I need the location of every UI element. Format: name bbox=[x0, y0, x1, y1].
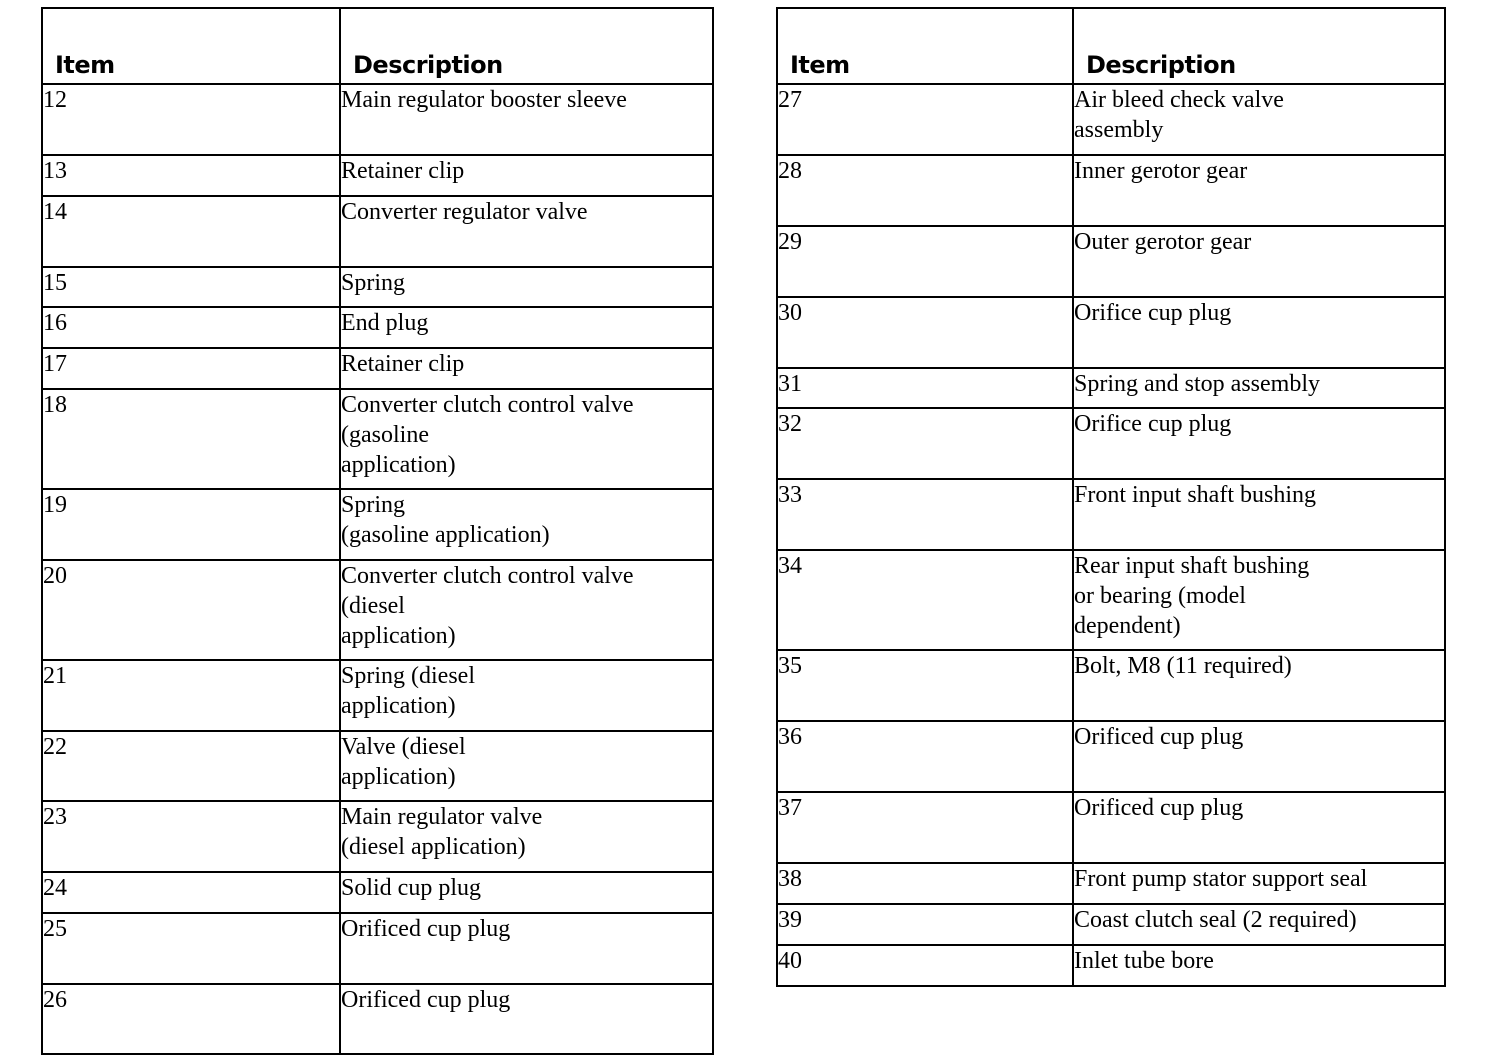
item-number: 32 bbox=[777, 408, 1073, 479]
item-number: 37 bbox=[777, 792, 1073, 863]
item-description: Spring and stop assembly bbox=[1073, 368, 1445, 408]
table-row bbox=[42, 801, 713, 872]
item-description: Orifice cup plug bbox=[1073, 297, 1445, 368]
item-description: Spring (diesel application) bbox=[340, 660, 713, 731]
item-description: Orificed cup plug bbox=[340, 913, 713, 984]
table-row bbox=[777, 84, 1445, 155]
item-description: Converter clutch control valve (diesel application) bbox=[340, 560, 713, 660]
table-row bbox=[42, 984, 713, 1054]
table-row bbox=[42, 489, 713, 560]
table-row bbox=[42, 389, 713, 489]
table-row bbox=[777, 650, 1445, 721]
item-number: 27 bbox=[777, 84, 1073, 155]
item-number: 18 bbox=[42, 389, 340, 489]
item-column-header: Item bbox=[42, 8, 340, 84]
item-description: Front pump stator support seal bbox=[1073, 863, 1445, 904]
header-row bbox=[42, 8, 713, 84]
item-number: 30 bbox=[777, 297, 1073, 368]
item-number: 39 bbox=[777, 904, 1073, 945]
table-row bbox=[42, 155, 713, 196]
table-row bbox=[42, 84, 713, 155]
item-description: Main regulator valve (diesel application) bbox=[340, 801, 713, 872]
description-column-header: Description bbox=[340, 8, 713, 84]
table-row bbox=[42, 348, 713, 389]
item-description: Spring bbox=[340, 267, 713, 307]
table-row bbox=[42, 560, 713, 660]
item-description: Inner gerotor gear bbox=[1073, 155, 1445, 226]
item-number: 29 bbox=[777, 226, 1073, 297]
table-row bbox=[777, 550, 1445, 650]
item-description: End plug bbox=[340, 307, 713, 348]
table-row bbox=[42, 872, 713, 913]
item-description: Bolt, M8 (11 required) bbox=[1073, 650, 1445, 721]
item-description: Front input shaft bushing bbox=[1073, 479, 1445, 550]
table-row bbox=[777, 721, 1445, 792]
item-number: 34 bbox=[777, 550, 1073, 650]
item-number: 23 bbox=[42, 801, 340, 872]
item-number: 22 bbox=[42, 731, 340, 801]
parts-table-right bbox=[776, 7, 1446, 987]
item-number: 14 bbox=[42, 196, 340, 267]
item-description: Converter regulator valve bbox=[340, 196, 713, 267]
table-row bbox=[777, 155, 1445, 226]
item-description: Orificed cup plug bbox=[340, 984, 713, 1054]
item-number: 12 bbox=[42, 84, 340, 155]
item-number: 21 bbox=[42, 660, 340, 731]
item-description: Orificed cup plug bbox=[1073, 721, 1445, 792]
item-description: Orifice cup plug bbox=[1073, 408, 1445, 479]
item-number: 35 bbox=[777, 650, 1073, 721]
item-description: Main regulator booster sleeve bbox=[340, 84, 713, 155]
item-description: Retainer clip bbox=[340, 348, 713, 389]
item-description: Spring (gasoline application) bbox=[340, 489, 713, 560]
item-number: 28 bbox=[777, 155, 1073, 226]
table-row bbox=[42, 307, 713, 348]
item-number: 26 bbox=[42, 984, 340, 1054]
item-description: Retainer clip bbox=[340, 155, 713, 196]
item-description: Outer gerotor gear bbox=[1073, 226, 1445, 297]
item-description: Coast clutch seal (2 required) bbox=[1073, 904, 1445, 945]
item-number: 20 bbox=[42, 560, 340, 660]
item-column-header: Item bbox=[777, 8, 1073, 84]
item-number: 33 bbox=[777, 479, 1073, 550]
item-description: Rear input shaft bushing or bearing (model dependent) bbox=[1073, 550, 1445, 650]
header-row bbox=[777, 8, 1445, 84]
table-row bbox=[777, 863, 1445, 904]
item-number: 31 bbox=[777, 368, 1073, 408]
table-row bbox=[777, 408, 1445, 479]
item-number: 15 bbox=[42, 267, 340, 307]
item-description: Solid cup plug bbox=[340, 872, 713, 913]
item-number: 17 bbox=[42, 348, 340, 389]
item-description: Valve (diesel application) bbox=[340, 731, 713, 801]
item-number: 19 bbox=[42, 489, 340, 560]
table-row bbox=[777, 904, 1445, 945]
item-number: 13 bbox=[42, 155, 340, 196]
item-number: 36 bbox=[777, 721, 1073, 792]
table-row bbox=[777, 226, 1445, 297]
item-number: 24 bbox=[42, 872, 340, 913]
table-row bbox=[42, 731, 713, 801]
table-row bbox=[42, 913, 713, 984]
item-number: 40 bbox=[777, 945, 1073, 986]
parts-table-left bbox=[41, 7, 714, 1055]
item-number: 25 bbox=[42, 913, 340, 984]
item-description: Inlet tube bore bbox=[1073, 945, 1445, 986]
table-row bbox=[777, 297, 1445, 368]
table-row bbox=[42, 196, 713, 267]
item-description: Orificed cup plug bbox=[1073, 792, 1445, 863]
item-number: 16 bbox=[42, 307, 340, 348]
table-row bbox=[42, 660, 713, 731]
item-description: Converter clutch control valve (gasoline application) bbox=[340, 389, 713, 489]
item-description: Air bleed check valve assembly bbox=[1073, 84, 1445, 155]
table-row bbox=[777, 368, 1445, 408]
table-row bbox=[42, 267, 713, 307]
item-number: 38 bbox=[777, 863, 1073, 904]
description-column-header: Description bbox=[1073, 8, 1445, 84]
table-row bbox=[777, 792, 1445, 863]
table-row bbox=[777, 945, 1445, 986]
table-row bbox=[777, 479, 1445, 550]
